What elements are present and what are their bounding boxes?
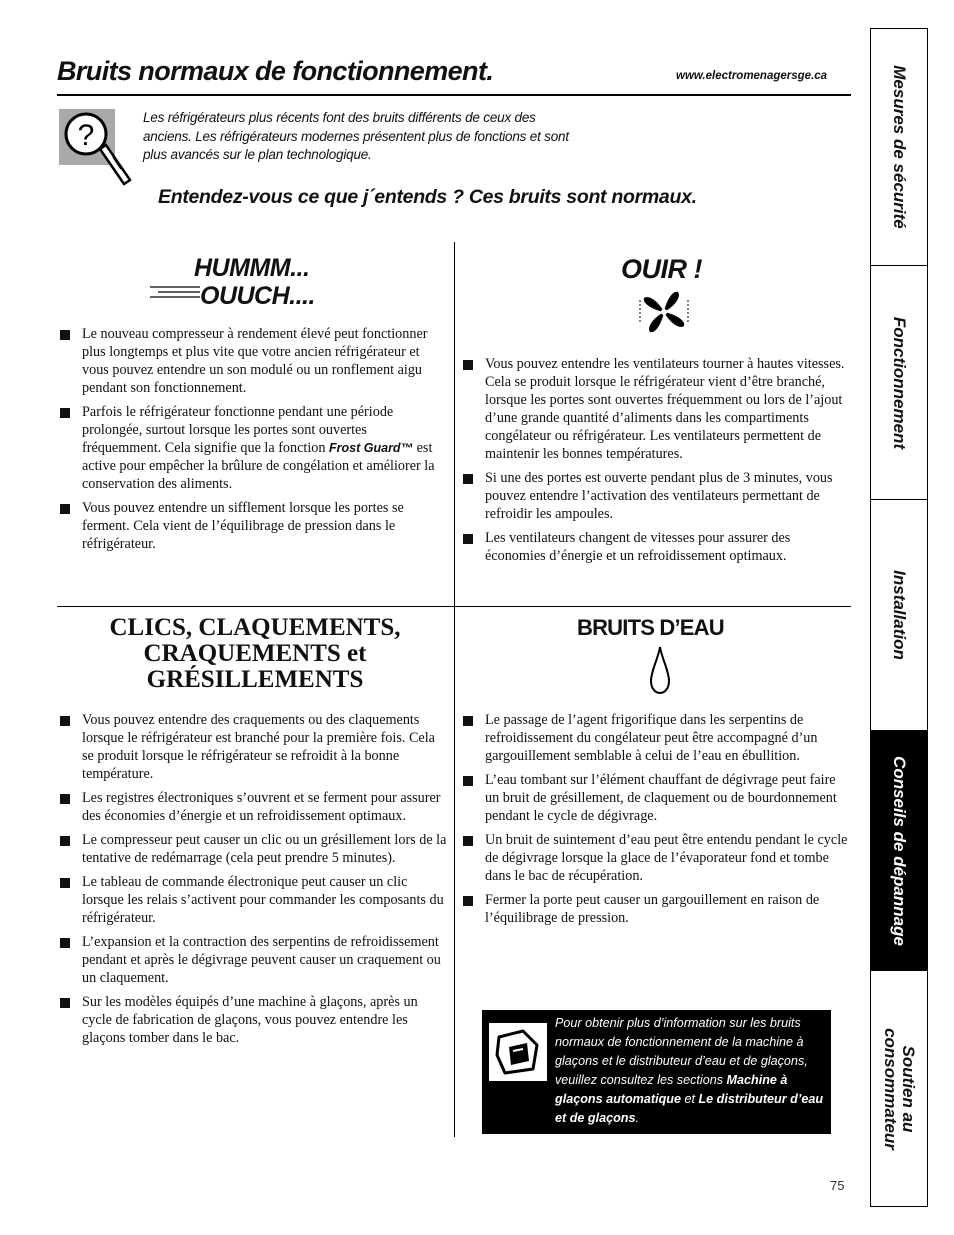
tab-label xyxy=(881,1028,917,1150)
svg-text:?: ? xyxy=(77,119,95,152)
clics-heading-line1: CLICS, CLAQUEMENTS, xyxy=(109,614,401,641)
website-url[interactable]: www.electromenagersge.ca xyxy=(676,70,828,82)
clics-list xyxy=(57,711,449,1053)
list-item: Vous pouvez entendre un sifflement lorsque les portes se ferment. Cela vient de l’équilibrage de pression dans le réfrigérateur. xyxy=(57,499,447,553)
hummm-heading-line1: HUMMM... xyxy=(194,254,310,282)
note-page-icon xyxy=(489,1023,547,1081)
question-magnifier-icon xyxy=(58,108,134,194)
ouir-heading: OUIR ! xyxy=(621,254,702,284)
tab-label: Installation xyxy=(890,570,909,660)
water-drop-icon xyxy=(648,645,672,695)
list-item: L’expansion et la contraction des serpentins de refroidissement pendant et après le dégivrage peuvent causer un craquement ou un claquement. xyxy=(57,933,449,987)
tab-fonctionnement[interactable] xyxy=(871,265,927,499)
list-item xyxy=(57,403,447,493)
list-item: Les ventilateurs changent de vitesses pour assurer des économies d’énergie et un refroidissement optimaux. xyxy=(460,529,846,565)
hummm-heading xyxy=(194,254,315,310)
list-item: Un bruit de suintement d’eau peut être entendu pendant le cycle de dégivrage lorsque la glace de l’évaporateur fond et tombe dans le bac de récupération. xyxy=(460,831,848,885)
tab-label: Mesures de sécurité xyxy=(890,65,909,229)
clics-heading xyxy=(70,615,440,693)
clics-heading-line2: CRAQUEMENTS et xyxy=(143,640,367,667)
info-note-text xyxy=(555,1014,827,1128)
list-item: Sur les modèles équipés d’une machine à glaçons, après un cycle de fabrication de glaçons, vous pouvez entendre les glaçons tomber dans le bac. xyxy=(57,993,449,1047)
list-item: Le tableau de commande électronique peut causer un clic lorsque les relais s’activent pour commander les composants du réfrigérateur. xyxy=(57,873,449,927)
tab-label-line1: Soutien au xyxy=(899,1045,918,1132)
tab-soutien-consommateur[interactable] xyxy=(871,970,927,1206)
column-divider xyxy=(454,242,455,1137)
list-item: Le passage de l’agent frigorifique dans les serpentins de refroidissement du congélateur peut être accompagné d’un gargouillement semblable à celui de l’eau en ébullition. xyxy=(460,711,848,765)
section-tabs xyxy=(870,28,928,1207)
title-divider xyxy=(57,94,851,96)
link-distributeur[interactable]: Le distributeur d’eau et de glaçons xyxy=(555,1092,824,1125)
page-title: Bruits normaux de fonctionnement. xyxy=(57,56,494,86)
intro-text: Les réfrigérateurs plus récents font des bruits différents de ceux des anciens. Les réfrigérateurs modernes présentent plus de fonctions et sont plus avancés sur le plan technologique. xyxy=(143,110,569,162)
tab-label-line2: consommateur xyxy=(881,1027,900,1150)
list-item: Si une des portes est ouverte pendant plus de 3 minutes, vous pouvez entendre l’activation des ventilateurs permettant de refroidir les ampoules. xyxy=(460,469,846,523)
tab-label: Fonctionnement xyxy=(890,316,909,449)
note-text: Pour obtenir plus d’information sur les bruits normaux de fonctionnement de la machine à glaçons et le distributeur d’eau et de glaçons, veuillez consultez les sections xyxy=(555,1016,808,1087)
list-item: Le nouveau compresseur à rendement élevé peut fonctionner plus longtemps et plus vite que votre ancien réfrigérateur et vous pouvez entendre un son modulé ou un ronflement aigu pendant son fonctionnement. xyxy=(57,325,447,397)
hummm-heading-line2: OUUCH.... xyxy=(200,282,315,310)
bruits-eau-list xyxy=(460,711,848,933)
section-subheading: Entendez-vous ce que j´entends ? Ces bruits sont normaux. xyxy=(158,186,697,208)
page-number: 75 xyxy=(830,1178,845,1193)
tab-mesures-securite[interactable] xyxy=(871,28,927,265)
list-item: Vous pouvez entendre les ventilateurs tourner à hautes vitesses. Cela se produit lorsque le réfrigérateur vient d’être branché, lorsque les portes sont ouvertes fréquemment ou lors de l’ajout d’une grande quantité d’aliments dans les compartiments congélateur ou réfrigérateur. Les ventilateurs permettent de maintenir les bonnes températures. xyxy=(460,355,846,463)
note-text: . xyxy=(635,1111,639,1125)
ouir-list xyxy=(460,355,846,571)
tab-conseils-depannage[interactable] xyxy=(871,730,927,970)
list-item-text: est active pour empêcher la brûlure de congélation et améliorer la conservation des aliments. xyxy=(82,440,435,492)
hummm-list xyxy=(57,325,447,559)
list-item: L’eau tombant sur l’élément chauffant de dégivrage peut faire un bruit de grésillement, de claquement ou de bourdonnement pendant le cycle de dégivrage. xyxy=(460,771,848,825)
list-item: Les registres électroniques s’ouvrent et se ferment pour assurer des économies d’énergie et un refroidissement optimaux. xyxy=(57,789,449,825)
note-text: et xyxy=(680,1092,699,1106)
tab-label: Conseils de dépannage xyxy=(890,755,909,946)
list-item: Vous pouvez entendre des craquements ou des claquements lorsque le réfrigérateur est branché pour la première fois. Cela se produit lorsque le réfrigérateur se refroidit à la bonne température. xyxy=(57,711,449,783)
list-item: Le compresseur peut causer un clic ou un grésillement lors de la tentative de redémarrage (cela peut prendre 5 minutes). xyxy=(57,831,449,867)
clics-heading-line3: GRÉSILLEMENTS xyxy=(146,666,364,693)
tab-installation[interactable] xyxy=(871,499,927,730)
bruits-eau-heading: BRUITS D’EAU xyxy=(577,615,724,640)
list-item-text: Parfois le réfrigérateur fonctionne pendant une période prolongée, surtout lorsque les portes sont ouvertes fréquemment. Cela signifie que la fonction xyxy=(82,404,394,456)
list-item: Fermer la porte peut causer un gargouillement en raison de l’équilibrage de pression. xyxy=(460,891,848,927)
frost-guard-label: Frost Guard™ xyxy=(329,441,414,455)
fan-icon xyxy=(638,288,690,336)
link-machine-glacons[interactable]: Machine à glaçons automatique xyxy=(555,1073,788,1106)
row-divider xyxy=(57,606,851,607)
